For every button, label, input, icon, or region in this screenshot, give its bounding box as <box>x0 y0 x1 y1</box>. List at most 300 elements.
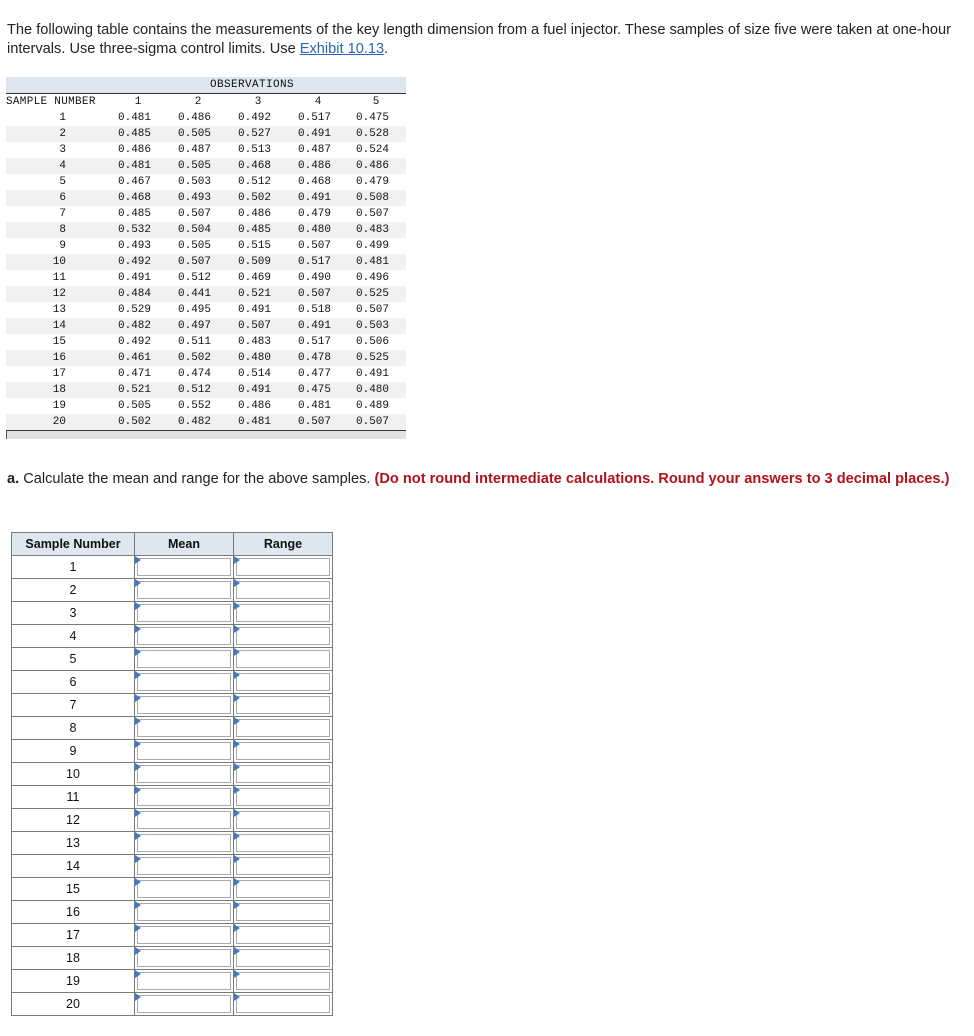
answer-marker-icon <box>234 901 240 909</box>
answer-marker-icon <box>135 763 141 771</box>
range-cell <box>234 901 333 924</box>
answer-marker-icon <box>135 648 141 656</box>
observation-value: 0.491 <box>238 304 272 316</box>
observation-value: 0.485 <box>238 224 272 236</box>
answer-sample-number: 16 <box>12 901 135 924</box>
mean-input[interactable] <box>137 949 231 967</box>
sample-number: 17 <box>52 368 66 380</box>
observation-value: 0.527 <box>238 128 272 140</box>
answer-row <box>12 717 333 740</box>
mean-cell <box>135 924 234 947</box>
observation-value: 0.486 <box>178 112 212 124</box>
sample-number: 6 <box>59 192 66 204</box>
observation-value: 0.512 <box>238 176 272 188</box>
observation-value: 0.481 <box>298 400 332 412</box>
mean-input[interactable] <box>137 857 231 875</box>
mean-input[interactable] <box>137 811 231 829</box>
observation-value: 0.467 <box>118 176 152 188</box>
sample-number: 5 <box>59 176 66 188</box>
observation-value: 0.505 <box>178 128 212 140</box>
observation-row <box>6 286 406 302</box>
answer-marker-icon <box>234 878 240 886</box>
answer-marker-icon <box>135 717 141 725</box>
observation-value: 0.486 <box>238 208 272 220</box>
answer-row <box>12 970 333 993</box>
answer-marker-icon <box>135 625 141 633</box>
range-input[interactable] <box>236 834 330 852</box>
range-input[interactable] <box>236 880 330 898</box>
observation-row <box>6 206 406 222</box>
range-cell <box>234 832 333 855</box>
observations-body <box>6 110 406 430</box>
answer-marker-icon <box>135 694 141 702</box>
observation-value: 0.491 <box>118 272 152 284</box>
sample-number: 8 <box>59 224 66 236</box>
observation-value: 0.518 <box>298 304 332 316</box>
answer-marker-icon <box>135 786 141 794</box>
range-input[interactable] <box>236 604 330 622</box>
range-input[interactable] <box>236 742 330 760</box>
answer-row <box>12 556 333 579</box>
observation-value: 0.477 <box>298 368 332 380</box>
range-input[interactable] <box>236 627 330 645</box>
mean-input[interactable] <box>137 696 231 714</box>
sample-number: 2 <box>59 128 66 140</box>
observation-value: 0.482 <box>178 416 212 428</box>
mean-input[interactable] <box>137 995 231 1013</box>
problem-text: The following table contains the measurements of the key length dimension from a fuel injector. These samples of size five were taken at one-hour intervals. Use three-sigma control limits. Use <box>7 22 951 57</box>
obs-col-header: 5 <box>372 96 380 108</box>
answer-marker-icon <box>234 694 240 702</box>
answer-row <box>12 602 333 625</box>
mean-cell <box>135 717 234 740</box>
observation-row <box>6 142 406 158</box>
range-cell <box>234 878 333 901</box>
observation-row <box>6 302 406 318</box>
observation-value: 0.481 <box>118 160 152 172</box>
observation-row <box>6 126 406 142</box>
observation-value: 0.505 <box>178 240 212 252</box>
answer-row <box>12 947 333 970</box>
answer-sample-number: 20 <box>12 993 135 1016</box>
observations-table <box>6 77 406 439</box>
mean-input[interactable] <box>137 719 231 737</box>
observations-header-row <box>6 93 406 110</box>
answer-sample-number: 2 <box>12 579 135 602</box>
mean-cell <box>135 970 234 993</box>
answer-marker-icon <box>135 947 141 955</box>
sample-number: 14 <box>52 320 66 332</box>
mean-input[interactable] <box>137 880 231 898</box>
observation-value: 0.479 <box>356 176 390 188</box>
range-cell <box>234 970 333 993</box>
question-text: Calculate the mean and range for the above samples. <box>19 471 375 487</box>
range-input[interactable] <box>236 650 330 668</box>
range-cell <box>234 648 333 671</box>
range-cell <box>234 579 333 602</box>
observation-row <box>6 190 406 206</box>
range-cell <box>234 671 333 694</box>
obs-col-header: 1 <box>134 96 142 108</box>
mean-cell <box>135 832 234 855</box>
answer-row <box>12 579 333 602</box>
mean-input[interactable] <box>137 604 231 622</box>
observation-value: 0.502 <box>118 416 152 428</box>
sample-number: 12 <box>52 288 66 300</box>
observation-value: 0.499 <box>356 240 390 252</box>
problem-text-tail: . <box>384 41 389 57</box>
observation-value: 0.441 <box>178 288 212 300</box>
sample-number: 11 <box>52 272 66 284</box>
obs-col-header: 4 <box>314 96 322 108</box>
observation-value: 0.491 <box>298 128 332 140</box>
mean-cell <box>135 878 234 901</box>
observation-value: 0.468 <box>238 160 272 172</box>
answer-marker-icon <box>234 924 240 932</box>
mean-input[interactable] <box>137 650 231 668</box>
observation-row <box>6 238 406 254</box>
range-input[interactable] <box>236 673 330 691</box>
observation-value: 0.487 <box>178 144 212 156</box>
mean-cell <box>135 901 234 924</box>
observation-row <box>6 318 406 334</box>
answer-marker-icon <box>234 809 240 817</box>
mean-cell <box>135 602 234 625</box>
answer-sample-number: 9 <box>12 740 135 763</box>
sample-number: 4 <box>59 160 66 172</box>
answer-marker-icon <box>234 717 240 725</box>
range-cell <box>234 625 333 648</box>
observation-value: 0.469 <box>238 272 272 284</box>
observation-row <box>6 222 406 238</box>
sample-number: 19 <box>52 400 66 412</box>
observation-value: 0.461 <box>118 352 152 364</box>
mean-input[interactable] <box>137 903 231 921</box>
answer-marker-icon <box>135 556 141 564</box>
observation-value: 0.475 <box>298 384 332 396</box>
observation-value: 0.507 <box>178 256 212 268</box>
observation-value: 0.489 <box>356 400 390 412</box>
observation-value: 0.517 <box>298 336 332 348</box>
range-input[interactable] <box>236 581 330 599</box>
observation-value: 0.507 <box>298 288 332 300</box>
observation-value: 0.481 <box>118 112 152 124</box>
range-cell <box>234 740 333 763</box>
observation-value: 0.525 <box>356 352 390 364</box>
observation-value: 0.506 <box>356 336 390 348</box>
answer-marker-icon <box>135 924 141 932</box>
answer-row <box>12 786 333 809</box>
observation-row <box>6 110 406 126</box>
answer-sample-number: 4 <box>12 625 135 648</box>
answer-marker-icon <box>135 579 141 587</box>
observation-row <box>6 398 406 414</box>
answer-row <box>12 648 333 671</box>
mean-input[interactable] <box>137 765 231 783</box>
mean-cell <box>135 648 234 671</box>
mean-input[interactable] <box>137 972 231 990</box>
answer-row <box>12 832 333 855</box>
range-input[interactable] <box>236 857 330 875</box>
answer-sample-number: 8 <box>12 717 135 740</box>
range-cell <box>234 602 333 625</box>
obs-col-header: 3 <box>254 96 262 108</box>
answer-marker-icon <box>234 786 240 794</box>
answer-marker-icon <box>234 579 240 587</box>
answer-sample-number: 10 <box>12 763 135 786</box>
observation-value: 0.528 <box>356 128 390 140</box>
mean-cell <box>135 740 234 763</box>
answer-row <box>12 809 333 832</box>
observation-value: 0.480 <box>298 224 332 236</box>
answer-marker-icon <box>135 993 141 1001</box>
range-input[interactable] <box>236 972 330 990</box>
observation-value: 0.524 <box>356 144 390 156</box>
answer-marker-icon <box>234 602 240 610</box>
mean-input[interactable] <box>137 673 231 691</box>
answer-sample-number: 14 <box>12 855 135 878</box>
observation-row <box>6 382 406 398</box>
observation-value: 0.508 <box>356 192 390 204</box>
mean-cell <box>135 625 234 648</box>
mean-cell <box>135 694 234 717</box>
answer-sample-number: 3 <box>12 602 135 625</box>
observation-value: 0.491 <box>356 368 390 380</box>
observations-footer <box>6 430 406 439</box>
answer-marker-icon <box>135 809 141 817</box>
mean-cell <box>135 786 234 809</box>
sample-number: 20 <box>52 416 66 428</box>
range-input[interactable] <box>236 903 330 921</box>
obs-col-header: 2 <box>194 96 202 108</box>
answer-marker-icon <box>234 648 240 656</box>
mean-cell <box>135 947 234 970</box>
range-cell <box>234 993 333 1016</box>
observation-value: 0.492 <box>118 336 152 348</box>
answer-marker-icon <box>234 556 240 564</box>
observation-row <box>6 350 406 366</box>
sample-number: 16 <box>52 352 66 364</box>
observation-value: 0.479 <box>298 208 332 220</box>
observation-value: 0.486 <box>238 400 272 412</box>
observation-value: 0.481 <box>356 256 390 268</box>
answer-sample-number: 13 <box>12 832 135 855</box>
observation-value: 0.480 <box>238 352 272 364</box>
observation-value: 0.504 <box>178 224 212 236</box>
sample-number: 7 <box>59 208 66 220</box>
observation-value: 0.492 <box>118 256 152 268</box>
observations-title: OBSERVATIONS <box>210 79 295 91</box>
mean-cell <box>135 809 234 832</box>
observation-value: 0.490 <box>298 272 332 284</box>
observations-title-bar <box>6 77 406 93</box>
range-cell <box>234 694 333 717</box>
answer-row <box>12 901 333 924</box>
observation-value: 0.491 <box>298 320 332 332</box>
answer-marker-icon <box>234 763 240 771</box>
observation-value: 0.492 <box>238 112 272 124</box>
observation-value: 0.507 <box>298 416 332 428</box>
mean-input[interactable] <box>137 926 231 944</box>
sample-number: 9 <box>59 240 66 252</box>
answer-body <box>12 556 333 1016</box>
observation-row <box>6 174 406 190</box>
observation-value: 0.495 <box>178 304 212 316</box>
mean-cell <box>135 763 234 786</box>
mean-input[interactable] <box>137 834 231 852</box>
range-input[interactable] <box>236 995 330 1013</box>
answer-sample-number: 15 <box>12 878 135 901</box>
observation-value: 0.491 <box>298 192 332 204</box>
exhibit-link[interactable]: Exhibit 10.13 <box>299 41 385 57</box>
range-input[interactable] <box>236 811 330 829</box>
observation-value: 0.502 <box>238 192 272 204</box>
sample-number-header: SAMPLE NUMBER <box>6 96 96 108</box>
range-cell <box>234 556 333 579</box>
observation-value: 0.514 <box>238 368 272 380</box>
answer-marker-icon <box>135 901 141 909</box>
answer-sample-number: 5 <box>12 648 135 671</box>
range-input[interactable] <box>236 696 330 714</box>
observation-value: 0.507 <box>178 208 212 220</box>
observation-value: 0.532 <box>118 224 152 236</box>
observation-row <box>6 366 406 382</box>
observation-value: 0.484 <box>118 288 152 300</box>
answer-sample-number: 11 <box>12 786 135 809</box>
observation-value: 0.503 <box>356 320 390 332</box>
answer-marker-icon <box>234 947 240 955</box>
observation-value: 0.480 <box>356 384 390 396</box>
observation-value: 0.509 <box>238 256 272 268</box>
observation-value: 0.486 <box>118 144 152 156</box>
answer-marker-icon <box>234 855 240 863</box>
observation-value: 0.468 <box>118 192 152 204</box>
mean-cell <box>135 579 234 602</box>
range-input[interactable] <box>236 788 330 806</box>
mean-col-header: Mean <box>135 533 234 556</box>
range-cell <box>234 786 333 809</box>
observation-row <box>6 270 406 286</box>
observation-value: 0.497 <box>178 320 212 332</box>
observation-value: 0.486 <box>298 160 332 172</box>
range-input[interactable] <box>236 926 330 944</box>
observation-value: 0.512 <box>178 272 212 284</box>
answer-sample-number: 12 <box>12 809 135 832</box>
observation-value: 0.505 <box>178 160 212 172</box>
answer-marker-icon <box>234 740 240 748</box>
observation-value: 0.496 <box>356 272 390 284</box>
range-cell <box>234 855 333 878</box>
observation-value: 0.482 <box>118 320 152 332</box>
sample-number: 15 <box>52 336 66 348</box>
mean-input[interactable] <box>137 627 231 645</box>
answer-table <box>11 532 333 1016</box>
mean-input[interactable] <box>137 788 231 806</box>
range-cell <box>234 924 333 947</box>
observation-value: 0.515 <box>238 240 272 252</box>
rounding-note: (Do not round intermediate calculations. Round your answers to 3 decimal places.) <box>374 471 950 487</box>
sample-number: 13 <box>52 304 66 316</box>
observation-value: 0.485 <box>118 208 152 220</box>
problem-statement <box>7 21 952 59</box>
answer-marker-icon <box>135 970 141 978</box>
observation-row <box>6 414 406 430</box>
observation-value: 0.475 <box>356 112 390 124</box>
observation-value: 0.517 <box>298 256 332 268</box>
observation-value: 0.503 <box>178 176 212 188</box>
mean-cell <box>135 556 234 579</box>
observation-row <box>6 254 406 270</box>
range-cell <box>234 763 333 786</box>
sample-number: 1 <box>59 112 66 124</box>
observation-value: 0.505 <box>118 400 152 412</box>
answer-marker-icon <box>135 832 141 840</box>
answer-marker-icon <box>135 602 141 610</box>
sample-number-col-header: Sample Number <box>12 533 135 556</box>
answer-row <box>12 625 333 648</box>
observation-value: 0.483 <box>238 336 272 348</box>
observation-value: 0.491 <box>238 384 272 396</box>
answer-marker-icon <box>135 671 141 679</box>
answer-sample-number: 18 <box>12 947 135 970</box>
range-input[interactable] <box>236 719 330 737</box>
range-input[interactable] <box>236 765 330 783</box>
observation-value: 0.474 <box>178 368 212 380</box>
observation-value: 0.486 <box>356 160 390 172</box>
question-a <box>7 470 952 489</box>
mean-input[interactable] <box>137 558 231 576</box>
observation-value: 0.521 <box>118 384 152 396</box>
answer-marker-icon <box>234 993 240 1001</box>
sample-number: 18 <box>52 384 66 396</box>
observation-value: 0.511 <box>178 336 212 348</box>
observation-value: 0.468 <box>298 176 332 188</box>
observation-value: 0.487 <box>298 144 332 156</box>
question-label: a. <box>7 471 20 487</box>
answer-row <box>12 740 333 763</box>
mean-input[interactable] <box>137 742 231 760</box>
observation-value: 0.507 <box>356 304 390 316</box>
observation-value: 0.493 <box>178 192 212 204</box>
answer-sample-number: 7 <box>12 694 135 717</box>
range-input[interactable] <box>236 558 330 576</box>
observation-value: 0.517 <box>298 112 332 124</box>
observation-value: 0.481 <box>238 416 272 428</box>
answer-row <box>12 763 333 786</box>
observation-value: 0.483 <box>356 224 390 236</box>
observation-value: 0.485 <box>118 128 152 140</box>
range-cell <box>234 717 333 740</box>
observation-value: 0.502 <box>178 352 212 364</box>
range-input[interactable] <box>236 949 330 967</box>
observation-value: 0.513 <box>238 144 272 156</box>
answer-sample-number: 1 <box>12 556 135 579</box>
observation-value: 0.552 <box>178 400 212 412</box>
observation-row <box>6 334 406 350</box>
mean-input[interactable] <box>137 581 231 599</box>
observation-value: 0.471 <box>118 368 152 380</box>
answer-row <box>12 924 333 947</box>
answer-marker-icon <box>135 740 141 748</box>
answer-row <box>12 878 333 901</box>
observation-value: 0.521 <box>238 288 272 300</box>
observation-value: 0.493 <box>118 240 152 252</box>
sample-number: 10 <box>52 256 66 268</box>
answer-marker-icon <box>234 671 240 679</box>
observation-value: 0.507 <box>298 240 332 252</box>
answer-row <box>12 671 333 694</box>
answer-header-row <box>12 533 333 556</box>
